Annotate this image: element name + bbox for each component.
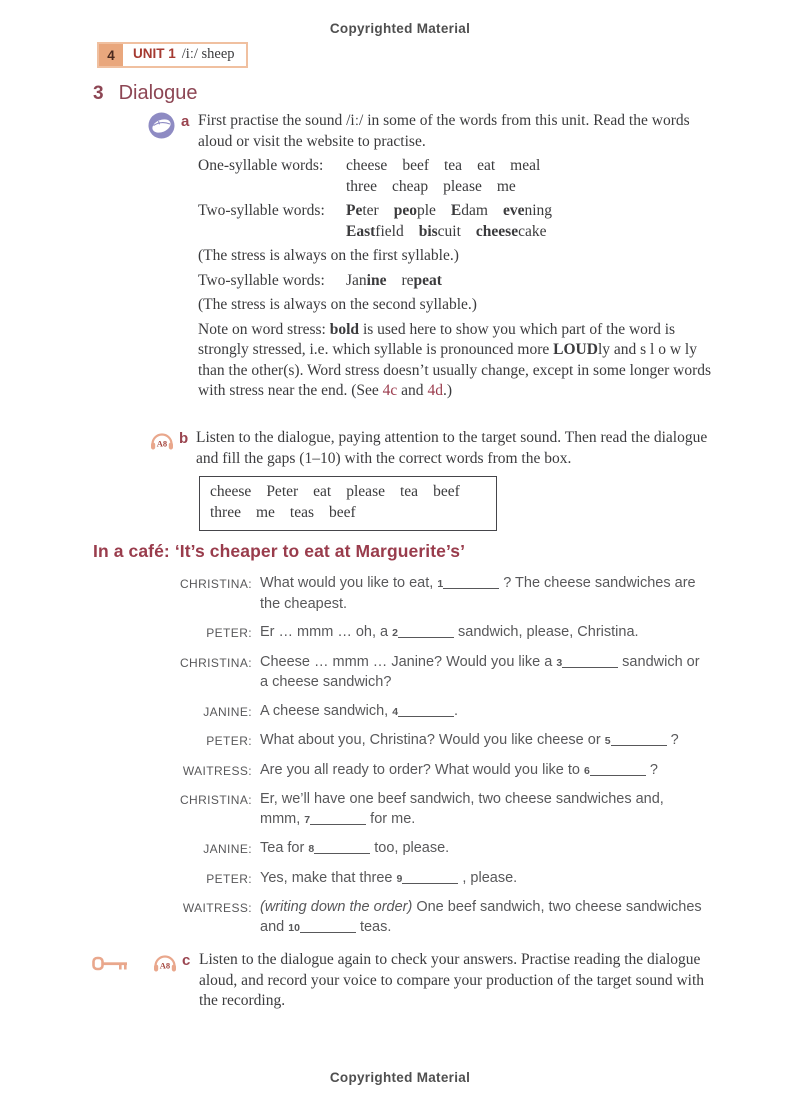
gap-word: please [346,483,385,500]
word-block [198,246,714,267]
text-segment: ? The cheese sandwiches are the cheapest. [260,575,696,612]
stressed-syllable: bis [418,222,438,240]
practice-word [419,222,461,243]
word-list [346,222,561,243]
text-segment: ly and s l o w ly than the other(s). Word stress doesn’t usually change, except in some longer words with stress near the end. (See [198,341,712,399]
unstressed-syllable: cuit [437,222,461,240]
gap-word: eat [313,483,332,500]
word-block [198,295,714,316]
unstressed-syllable: field [375,222,404,240]
copyright-notice-top: Copyrighted Material [329,21,471,36]
text-segment: What about you, Christina? Would you like cheese or [260,732,605,748]
practice-word [477,156,495,177]
unit-topic: /iː/ sheep [181,46,235,62]
unstressed-syllable: cheap [391,177,429,195]
practice-word [346,222,404,243]
unstressed-syllable: Jan [346,271,367,289]
section-heading [93,82,198,105]
headphones-icon [152,951,178,975]
stress-note: (The stress is always on the first syllable.) [198,247,459,264]
text-segment: .) [442,382,452,399]
gap-word: teas [289,504,315,521]
text-segment: teas. [355,918,392,935]
word-row [198,201,714,222]
speaker-label: WAITRESS: [182,763,252,778]
practice-word [346,177,377,198]
unstressed-syllable: ning [524,202,553,219]
speaker-label: JANINE: [203,704,252,719]
word-list [346,177,531,198]
gap-blank [300,922,356,933]
word-row-label: Two-syllable words: [198,202,325,219]
gap-words-box [199,476,497,531]
text-segment: A cheese sandwich, [260,702,393,719]
text-segment: What would you like to eat, [260,575,438,591]
key-icon [92,956,130,972]
word-practice-blocks [198,156,714,402]
gap-blank [611,735,667,746]
dialogue-turn [150,574,708,614]
word-row [198,156,714,177]
dialogue-turn [150,898,708,938]
headphones-icon [149,429,175,453]
dialogue-turn [150,761,708,782]
part-b-instructions: Listen to the dialogue, paying attention to the target sound. Then read the dialogue and fill the gaps (1–10) with the correct words from the box. [196,429,708,467]
text-segment: is used here to show you which part of the word is strongly stressed, i.e. which syllable is pronounced more [198,320,676,358]
word-list [346,201,567,222]
practice-word [392,177,428,198]
gap-number: 8 [308,843,315,855]
part-letter-a: a [181,113,190,130]
unstressed-syllable: beef [402,157,429,174]
dialogue-text [260,790,708,830]
gap-blank [398,627,454,638]
dialogue-text [260,623,708,644]
section-title: Dialogue [118,82,198,104]
practice-word [443,177,482,198]
gap-word: Peter [266,483,299,500]
stressed-syllable: East [346,222,376,240]
dialogue-title: In a café: ‘It’s cheaper to eat at Marguerite’s’ [93,541,466,561]
practice-word [394,201,436,222]
text-segment: bold [329,320,360,338]
section-number: 3 [93,83,104,104]
stressed-syllable: Pe [346,202,363,219]
cross-reference: 4c [382,382,398,399]
mouse-icon [148,112,175,139]
gap-blank [310,814,366,825]
copyright-notice-bottom: Copyrighted Material [329,1070,471,1085]
word-block [198,156,714,197]
speaker-label: PETER: [206,871,252,886]
exercise-part-c [92,950,714,1012]
part-c-body [199,950,714,1012]
speaker-label: WAITRESS: [182,901,252,915]
unstressed-syllable: re [401,271,414,289]
unstressed-syllable: cake [518,222,547,240]
speaker-label: PETER: [206,734,252,748]
dialogue-text [260,653,708,693]
gap-word: me [255,504,275,521]
word-block [198,320,714,402]
stressed-syllable: peat [413,271,442,289]
gap-word: beef [329,504,356,521]
gap-number: 7 [304,813,311,826]
exercise-part-a [148,111,714,402]
unstressed-syllable: ter [362,202,379,219]
word-stress-explanation [198,320,714,402]
speaker-label: CHRISTINA: [179,793,252,807]
dialogue-turn [150,869,708,890]
unstressed-syllable: please [443,177,482,195]
speaker-label: PETER: [206,626,252,640]
word-box-row [210,481,486,502]
gap-blank [314,843,370,854]
gap-number: 3 [556,656,563,669]
word-row [198,222,714,243]
practice-word [444,156,462,177]
stressed-syllable: peo [393,202,417,219]
stressed-syllable: eve [502,202,525,219]
gap-number: 4 [392,705,399,718]
text-segment: Er … mmm … oh, a [260,624,393,640]
practice-word [346,156,387,177]
unstressed-syllable: dam [461,202,488,219]
unit-header-tab [97,42,248,68]
gap-blank [562,657,618,668]
dialogue-text [260,869,708,890]
word-block [198,201,714,242]
dialogue-text [260,702,708,723]
word-list [346,156,555,177]
part-a-body [198,111,714,402]
word-row [198,271,714,292]
text-segment: . [454,702,459,719]
text-segment: LOUD [553,341,598,358]
text-segment: too, please. [370,840,450,856]
text-segment: for me. [366,810,416,827]
practice-word [510,156,540,177]
audio-track-label: A8 [156,438,168,449]
dialogue-section [150,574,708,947]
unstressed-syllable: ple [416,202,436,219]
word-box-row [210,502,486,523]
gap-number: 6 [584,764,590,777]
unstressed-syllable: me [496,177,516,195]
gap-blank [443,578,499,589]
speaker-label: CHRISTINA: [179,655,252,670]
practice-word [346,201,379,222]
practice-word [402,156,429,177]
word-list [346,271,457,292]
practice-word [401,271,441,292]
unstressed-syllable: meal [510,157,541,174]
exercise-part-b [149,428,714,531]
gap-word: beef [433,483,460,500]
gap-number: 1 [437,578,444,590]
stage-direction: (writing down the order) [260,899,417,915]
word-block [198,271,714,292]
unstressed-syllable: three [346,177,377,195]
dialogue-turn [150,731,708,752]
word-row-label [198,177,346,198]
practice-word [497,177,516,198]
unit-info [123,44,246,66]
part-letter-b: b [179,430,189,447]
dialogue-turn [150,702,708,723]
audio-track-label: A8 [159,960,171,971]
word-row-label: One-syllable words: [198,157,324,174]
text-segment: and [397,382,428,399]
text-segment: , please. [458,869,518,886]
part-b-body [196,428,714,531]
stressed-syllable: ine [366,271,387,289]
practice-word [503,201,552,222]
speaker-label: JANINE: [203,842,252,856]
dialogue-turn [150,623,708,644]
practice-word [346,271,386,292]
text-segment: sandwich, please, Christina. [453,624,639,640]
stressed-syllable: E [450,202,462,219]
word-row-label [198,222,346,243]
gap-blank [590,765,646,776]
speaker-label: CHRISTINA: [179,577,252,591]
dialogue-text [260,761,708,782]
text-segment: Tea for [260,840,309,856]
cross-reference: 4d [427,382,443,399]
dialogue-text [260,731,708,752]
unstressed-syllable: cheese [346,157,388,174]
part-a-instructions: First practise the sound /iː/ in some of the words from this unit. Read the words aloud or visit the website to practise. [198,112,690,150]
word-row-label: Two-syllable words: [198,271,325,289]
dialogue-text [260,574,708,614]
word-row [198,177,714,198]
gap-number: 10 [288,921,300,934]
text-segment: Er, we’ll have one beef sandwich, two cheese sandwiches and, mmm, [260,791,664,827]
stressed-syllable: cheese [475,222,519,240]
unstressed-syllable: tea [443,157,463,174]
practice-word [476,222,547,243]
part-c-instructions: Listen to the dialogue again to check your answers. Practise reading the dialogue aloud, and record your voice to compare your production of the target sound with the recording. [199,951,705,1009]
gap-word: tea [399,483,419,500]
text-segment: Are you all ready to order? What would you like to [260,761,584,778]
unstressed-syllable: eat [477,157,496,174]
gap-word: cheese [210,483,252,500]
dialogue-text [260,839,708,860]
stress-note: (The stress is always on the second syllable.) [198,296,477,313]
text-segment: One beef sandwich, two cheese sandwiches and [260,899,702,935]
part-letter-c: c [182,952,191,969]
text-segment: ? [645,761,658,778]
text-segment: Yes, make that three [260,869,397,886]
gap-blank [398,706,454,717]
gap-number: 5 [604,735,611,747]
text-segment: Cheese … mmm … Janine? Would you like a [260,653,557,670]
text-segment: sandwich or a cheese sandwich? [260,653,700,690]
unit-label: UNIT 1 [133,46,176,61]
gap-number: 2 [392,627,398,639]
text-segment: Note on word stress: [198,320,330,338]
gap-blank [402,873,458,884]
dialogue-turn [150,790,708,830]
dialogue-text [260,898,708,938]
page-number: 4 [99,44,123,66]
gap-number: 9 [396,872,403,885]
dialogue-turn [150,653,708,693]
gap-word: three [210,504,241,521]
dialogue-turn [150,839,708,860]
practice-word [451,201,488,222]
text-segment: ? [666,732,679,748]
